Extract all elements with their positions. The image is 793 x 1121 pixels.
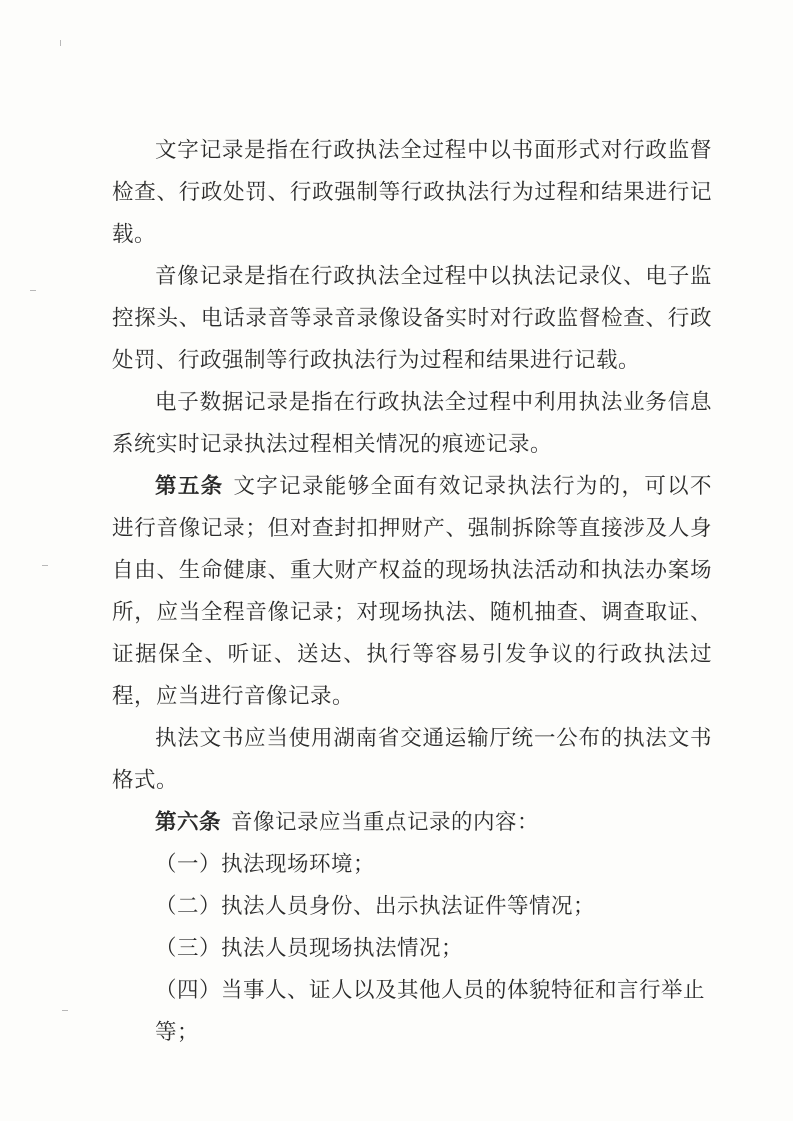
document-body bbox=[112, 130, 712, 1054]
article-6 bbox=[112, 802, 712, 844]
article-5-text: 文字记录能够全面有效记录执法行为的，可以不进行音像记录；但对查封扣押财产、强制拆除等直接涉及人身自由、生命健康、重大财产权益的现场执法活动和执法办案场所，应当全程音像记录；对现场执法、随机抽查、调查取证、证据保全、听证、送达、执行等容易引发争议的行政执法过程，应当进行音像记录。 bbox=[112, 474, 712, 709]
list-item: （四）当事人、证人以及其他人员的体貌特征和言行举止等； bbox=[155, 978, 706, 1045]
paragraph-text-record-definition: 文字记录是指在行政执法全过程中以书面形式对行政监督检查、行政处罚、行政强制等行政执法行为过程和结果进行记载。 bbox=[112, 138, 712, 247]
scan-edge-mark bbox=[42, 565, 48, 566]
article-6-label: 第六条 bbox=[155, 810, 222, 835]
scan-edge-mark bbox=[30, 290, 36, 291]
scan-edge-mark bbox=[62, 1010, 68, 1011]
paragraph-electronic-record-definition: 电子数据记录是指在行政执法全过程中利用执法业务信息系统实时记录执法过程相关情况的痕迹记录。 bbox=[112, 390, 712, 457]
list-item: （三）执法人员现场执法情况； bbox=[155, 936, 464, 961]
article-5 bbox=[112, 466, 712, 718]
paragraph-av-record-definition: 音像记录是指在行政执法全过程中以执法记录仪、电子监控探头、电话录音等录音录像设备实时对行政监督检查、行政处罚、行政强制等行政执法行为过程和结果进行记载。 bbox=[112, 264, 712, 373]
scan-edge-mark bbox=[60, 40, 61, 46]
article-6-text: 音像记录应当重点记录的内容： bbox=[231, 810, 540, 835]
paragraph-document-format: 执法文书应当使用湖南省交通运输厅统一公布的执法文书格式。 bbox=[112, 726, 712, 793]
list-item: （二）执法人员身份、出示执法证件等情况； bbox=[155, 894, 596, 919]
list-item: （一）执法现场环境； bbox=[155, 852, 376, 877]
article-5-label: 第五条 bbox=[155, 474, 224, 499]
